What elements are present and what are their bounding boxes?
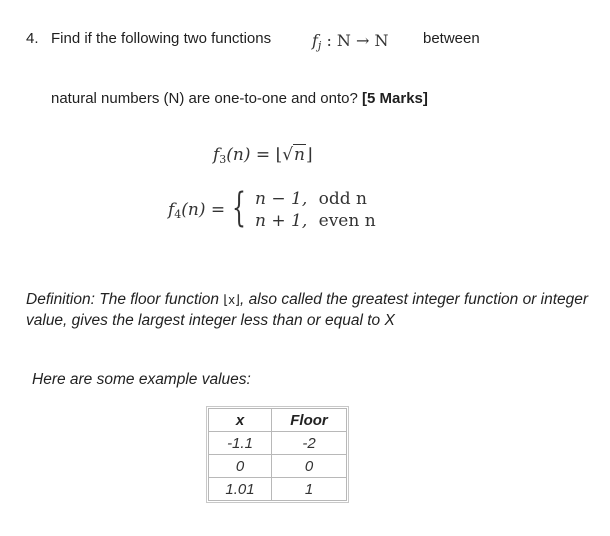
cell-floor: 0	[272, 455, 347, 478]
f4-case2	[255, 211, 376, 231]
f3-radicand: n	[294, 145, 305, 165]
f4-name: f	[168, 200, 175, 220]
table-row	[209, 455, 347, 478]
f3-arg: (n) =	[226, 145, 276, 165]
cell-x: -1.1	[209, 432, 272, 455]
f3-floor-right: ⌋	[306, 145, 313, 165]
between-text: between	[423, 30, 480, 47]
example-values-table	[206, 406, 349, 503]
mapping-symbol: f	[312, 31, 318, 50]
marks-label: [5 Marks]	[362, 90, 428, 107]
cell-floor: 1	[272, 478, 347, 501]
mapping-rest: : N → N	[326, 31, 389, 50]
header-x: x	[209, 409, 272, 432]
values-table	[208, 408, 347, 501]
question-intro: Find if the following two functions	[51, 30, 272, 47]
table-row	[209, 478, 347, 501]
f4-arg: (n) =	[181, 200, 226, 220]
table-header-row	[209, 409, 347, 432]
question-number: 4.	[26, 30, 39, 47]
cell-floor: -2	[272, 432, 347, 455]
f4-case2-cond: even n	[318, 211, 376, 231]
f3-sub: 3	[219, 153, 227, 166]
f3-name: f	[213, 145, 220, 165]
f4-case2-expr: n + 1,	[255, 211, 308, 231]
cell-x: 0	[209, 455, 272, 478]
definition-prefix: Definition: The floor function	[26, 291, 219, 308]
f4-case1	[255, 189, 367, 209]
f4-case1-cond: odd n	[318, 189, 367, 209]
mapping-sub: j	[317, 39, 322, 52]
header-floor: Floor	[272, 409, 347, 432]
sqrt-icon: √	[282, 145, 294, 165]
left-brace-icon: {	[232, 185, 246, 231]
f3-floor-left: ⌊	[275, 145, 283, 165]
table-row	[209, 432, 347, 455]
question-line2-text: natural numbers (N) are one-to-one and onto?	[51, 90, 358, 107]
examples-heading: Here are some example values:	[32, 371, 251, 388]
question-line2	[51, 90, 428, 107]
f4-case1-expr: n − 1,	[255, 189, 308, 209]
definition-suffix: , also called the greatest integer function or integer value, gives the largest integer less than or equal to X	[26, 291, 589, 329]
f4-lhs	[168, 200, 225, 221]
cell-x: 1.01	[209, 478, 272, 501]
f4-sub: 4	[174, 208, 182, 221]
floor-symbol: ⌊x⌋	[223, 292, 240, 307]
function-mapping	[312, 31, 389, 52]
definition-paragraph	[26, 289, 591, 331]
f3-equation	[213, 145, 313, 166]
